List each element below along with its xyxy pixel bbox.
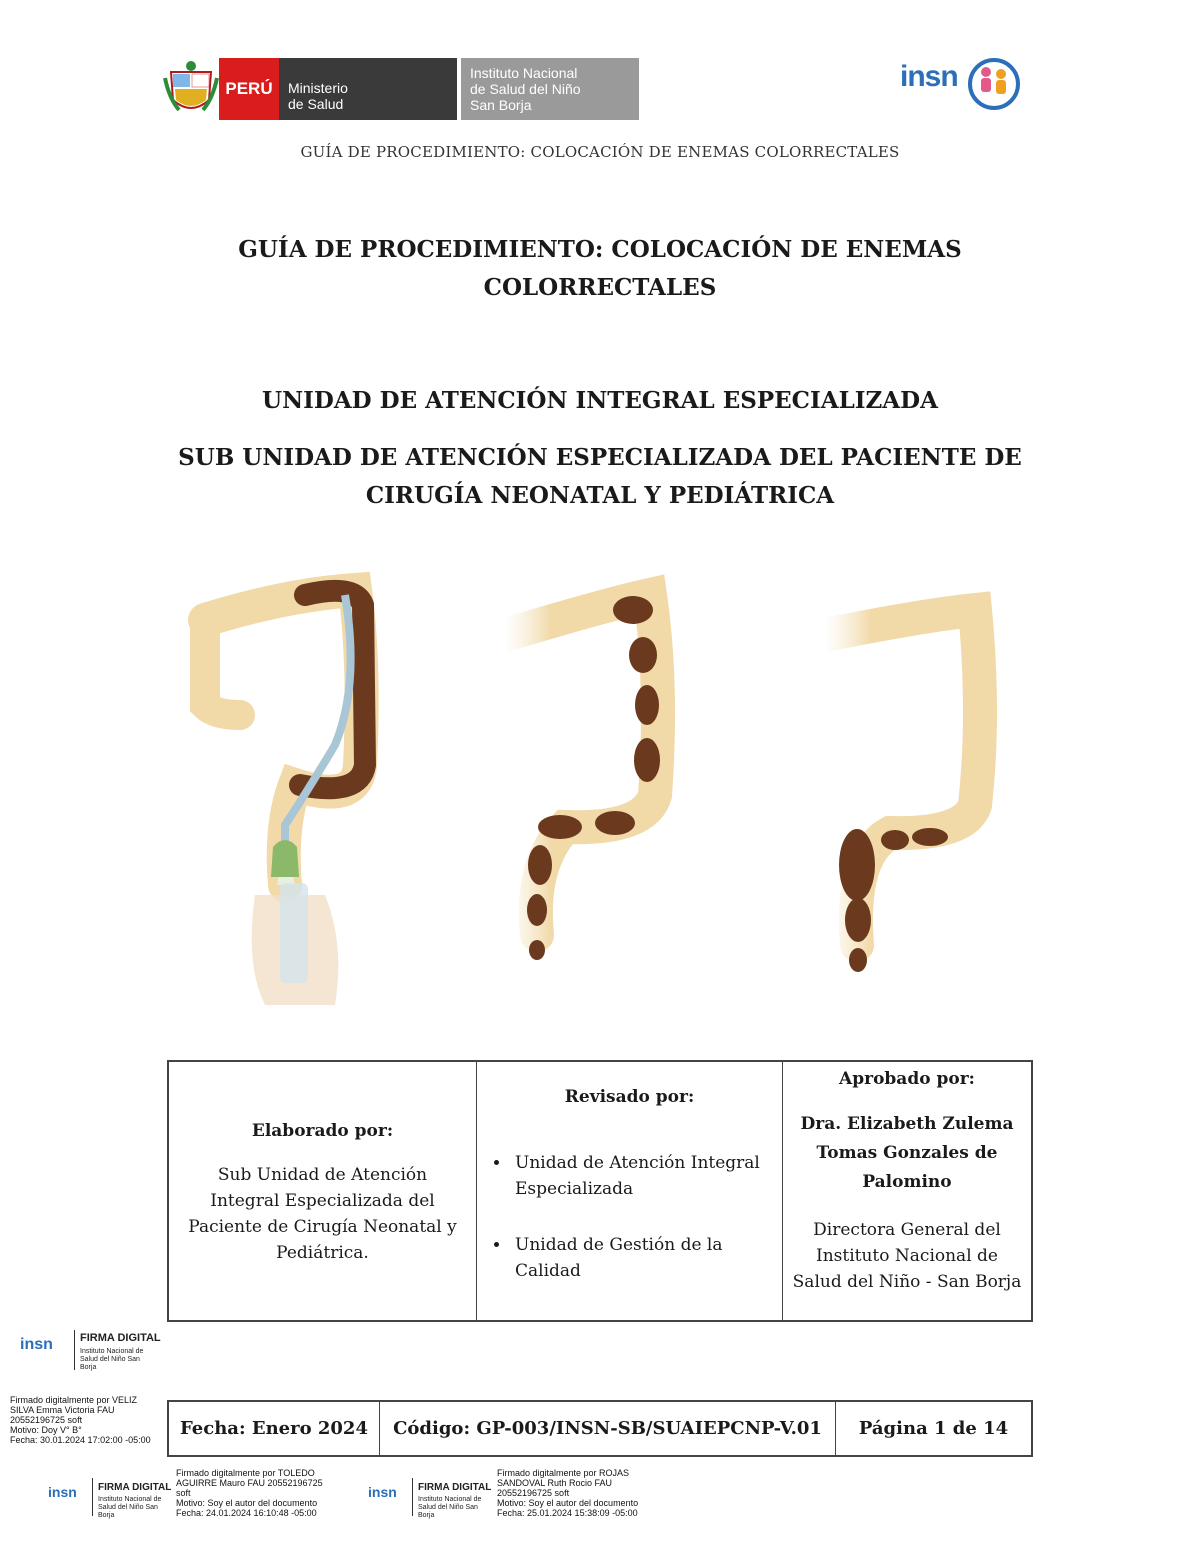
instituto-line-1: Instituto Nacional: [470, 65, 578, 81]
ministerio-label: [279, 58, 457, 120]
footer-fecha: Fecha: Enero 2024: [169, 1402, 380, 1455]
subunit-title-line-1: SUB UNIDAD DE ATENCIÓN ESPECIALIZADA DEL PACIENTE DE: [178, 444, 1022, 471]
aprobado-role: Directora General del Instituto Nacional de Salud del Niño - San Borja: [792, 1220, 1022, 1292]
digital-signature-stamp: [20, 1326, 170, 1386]
stamp-divider: [412, 1478, 413, 1516]
sig-line: 20552196725 soft: [497, 1488, 570, 1498]
revisado-label: Revisado por:: [564, 1087, 695, 1107]
sig-line: 20552196725 soft: [10, 1415, 83, 1425]
document-title-line-2: COLORRECTALES: [483, 274, 717, 301]
sig-line: Fecha: 30.01.2024 17:02:00 -05:00: [10, 1435, 151, 1445]
document-title-line-1: GUÍA DE PROCEDIMIENTO: COLOCACIÓN DE ENEMAS: [238, 236, 962, 263]
colon-with-enema-tube: [205, 590, 365, 1005]
signature-text-1: [10, 1395, 151, 1445]
signature-text-2: [176, 1468, 323, 1518]
peru-ministry-logo: [163, 58, 639, 120]
sig-line: Motivo: Soy el autor del documento: [176, 1498, 318, 1508]
instituto-label: [461, 58, 639, 120]
colon-enema-illustration: [185, 565, 1015, 1010]
subunit-title-line-2: CIRUGÍA NEONATAL Y PEDIÁTRICA: [365, 482, 835, 509]
aprobado-name: Dra. Elizabeth Zulema Tomas Gonzales de Palomino: [800, 1114, 1014, 1192]
footer-pagina: Página 1 de 14: [858, 1418, 1009, 1439]
stamp-institution: Instituto Nacional de Salud del Niño San Borja: [80, 1348, 144, 1371]
stamp-institution: Instituto Nacional de Salud del Niño San Borja: [98, 1496, 162, 1519]
stamp-divider: [92, 1478, 93, 1516]
children-logo-icon: [966, 52, 1022, 116]
insn-stamp-logo: insn: [20, 1336, 53, 1353]
aprobado-cell: [783, 1062, 1031, 1320]
colon-with-stool: [505, 595, 660, 960]
elaborado-label: Elaborado por:: [251, 1121, 394, 1141]
colon-after-enema: [825, 610, 980, 972]
instituto-line-2: de Salud del Niño: [470, 81, 581, 97]
insn-logo-text: insn: [900, 60, 958, 93]
sig-line: Firmado digitalmente por VELIZ: [10, 1395, 138, 1405]
footer-codigo: Código: GP-003/INSN-SB/SUAIEPCNP-V.01: [380, 1402, 836, 1455]
sig-line: AGUIRRE Mauro FAU 20552196725: [176, 1478, 323, 1488]
ministerio-line-2: de Salud: [288, 96, 344, 112]
instituto-line-3: San Borja: [470, 97, 532, 113]
peru-label: PERÚ: [219, 58, 279, 120]
unit-title: UNIDAD DE ATENCIÓN INTEGRAL ESPECIALIZADA: [262, 387, 938, 414]
coat-of-arms-icon: [163, 58, 219, 120]
sig-line: Fecha: 25.01.2024 15:38:09 -05:00: [497, 1508, 638, 1518]
revisado-list: [483, 1150, 776, 1284]
sig-line: Motivo: Soy el autor del documento: [497, 1498, 639, 1508]
digital-signature-stamp: [368, 1478, 498, 1528]
insn-logo-subtitle: [902, 98, 982, 104]
sig-line: Firmado digitalmente por TOLEDO: [176, 1468, 315, 1478]
stamp-divider: [74, 1330, 75, 1370]
revisado-item: • Unidad de Gestión de la Calidad: [511, 1232, 776, 1284]
insn-stamp-logo: insn: [48, 1484, 77, 1500]
running-head: GUÍA DE PROCEDIMIENTO: COLOCACIÓN DE ENEMAS COLORRECTALES: [300, 143, 900, 161]
subunit-title: [150, 439, 1050, 515]
aprobado-label: Aprobado por:: [839, 1069, 975, 1089]
sig-line: Motivo: Doy V° B°: [10, 1425, 82, 1435]
revisado-item: • Unidad de Atención Integral Especializada: [511, 1150, 776, 1202]
sig-line: Fecha: 24.01.2024 16:10:48 -05:00: [176, 1508, 317, 1518]
elaborado-cell: [169, 1062, 477, 1320]
sig-line: soft: [176, 1488, 191, 1498]
approval-table: [167, 1060, 1033, 1322]
sig-line: Firmado digitalmente por ROJAS: [497, 1468, 630, 1478]
digital-signature-stamp: [48, 1478, 178, 1528]
stamp-label: FIRMA DIGITAL: [418, 1482, 492, 1493]
insn-logo: [900, 52, 1022, 116]
footer-table: [167, 1400, 1033, 1457]
elaborado-value: Sub Unidad de Atención Integral Especializada del Paciente de Cirugía Neonatal y Pediátrica.: [188, 1165, 457, 1263]
stamp-label: FIRMA DIGITAL: [80, 1332, 161, 1344]
stamp-label: FIRMA DIGITAL: [98, 1482, 172, 1493]
insn-stamp-logo: insn: [368, 1484, 397, 1500]
sig-line: SANDOVAL Ruth Rocio FAU: [497, 1478, 613, 1488]
sig-line: SILVA Emma Victoria FAU: [10, 1405, 115, 1415]
ministerio-line-1: Ministerio: [288, 80, 348, 96]
stamp-institution: Instituto Nacional de Salud del Niño San Borja: [418, 1496, 482, 1519]
signature-text-3: [497, 1468, 638, 1518]
revisado-cell: [477, 1062, 783, 1320]
document-title: [150, 231, 1050, 307]
